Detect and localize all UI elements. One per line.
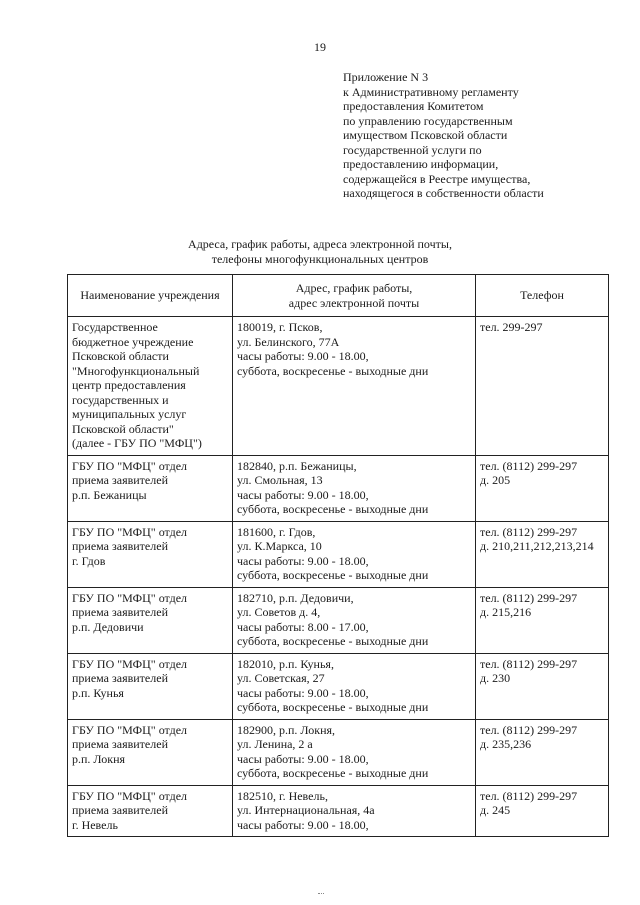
cell-text: р.п. Локня: [72, 751, 126, 766]
table-row: [68, 785, 609, 837]
cell-text: ул. Советская, 27: [237, 671, 325, 685]
appendix-line: государственной услуги по: [343, 142, 482, 157]
cell-phone: [476, 785, 609, 837]
cell-text: "Многофункциональный: [72, 363, 200, 378]
cell-phone: [476, 653, 609, 719]
cell-text: суббота, воскресенье - выходные дни: [237, 700, 429, 714]
cell-text: ул. Советов д. 4,: [237, 605, 321, 619]
cell-text: часы работы: 9.00 - 18.00,: [237, 817, 369, 832]
cell-text: часы работы: 9.00 - 18.00,: [237, 487, 369, 502]
cell-text: приема заявителей: [72, 803, 168, 817]
cell-text: ул. Интернациональная, 4а: [237, 803, 375, 817]
table-row: [68, 653, 609, 719]
cell-text: ГБУ ПО "МФЦ" отдел: [72, 722, 188, 737]
cell-text: г. Невель: [72, 817, 118, 832]
title-line: Адреса, график работы, адреса электронной почты,: [188, 237, 452, 251]
cell-address: [233, 455, 476, 521]
cell-text: суббота, воскресенье - выходные дни: [237, 568, 429, 582]
table-row: [68, 455, 609, 521]
cell-text: центр предоставления: [72, 378, 186, 392]
cell-text: д. 210,211,212,213,214: [480, 539, 594, 553]
appendix-line: к Административному регламенту: [343, 84, 519, 99]
page-number: 19: [314, 40, 326, 54]
cell-text: ул. К.Маркса, 10: [237, 539, 322, 553]
appendix-line: имуществом Псковской области: [343, 128, 508, 142]
cell-text: д. 245: [480, 803, 511, 817]
cell-phone: [476, 317, 609, 456]
appendix-line: содержащейся в Реестре имущества,: [343, 171, 531, 186]
cell-text: государственных и: [72, 392, 169, 407]
cell-text: приема заявителей: [72, 539, 168, 553]
cell-name: [68, 785, 233, 837]
cell-phone: [476, 455, 609, 521]
cell-text: ГБУ ПО "МФЦ" отдел: [72, 788, 188, 803]
cell-address: [233, 653, 476, 719]
table-header-row: [68, 275, 609, 317]
header-text: адрес электронной почты: [288, 295, 420, 310]
cell-text: 182900, р.п. Локня,: [237, 722, 336, 737]
cell-text: бюджетное учреждение: [72, 334, 194, 349]
cell-text: 182840, р.п. Бежаницы,: [237, 458, 357, 473]
cell-text: д. 230: [480, 671, 511, 685]
cell-address: [233, 587, 476, 653]
cell-text: часы работы: 8.00 - 17.00,: [237, 619, 369, 634]
cell-text: 182010, р.п. Кунья,: [237, 656, 334, 671]
cell-text: ГБУ ПО "МФЦ" отдел: [72, 524, 188, 539]
cell-text: суббота, воскресенье - выходные дни: [237, 766, 429, 780]
header-name: [68, 275, 233, 317]
cell-text: тел. (8112) 299-297: [480, 524, 578, 539]
cell-text: ГБУ ПО "МФЦ" отдел: [72, 590, 188, 605]
appendix-line: предоставления Комитетом: [343, 99, 484, 113]
cell-text: ул. Ленина, 2 а: [237, 737, 313, 751]
cell-text: приема заявителей: [72, 671, 168, 685]
cell-text: Псковской области: [72, 349, 169, 363]
cell-phone: [476, 587, 609, 653]
cell-text: суббота, воскресенье - выходные дни: [237, 363, 429, 378]
cell-text: тел. (8112) 299-297: [480, 458, 578, 473]
cell-text: г. Гдов: [72, 553, 106, 568]
cell-text: часы работы: 9.00 - 18.00,: [237, 553, 369, 568]
cell-name: [68, 317, 233, 456]
cell-text: 180019, г. Псков,: [237, 320, 323, 334]
cell-text: тел. (8112) 299-297: [480, 788, 578, 803]
cell-text: 181600, г. Гдов,: [237, 524, 316, 539]
cell-name: [68, 521, 233, 587]
cell-text: р.п. Бежаницы: [72, 487, 147, 502]
table-row: [68, 521, 609, 587]
cell-text: р.п. Кунья: [72, 685, 124, 700]
cell-address: [233, 317, 476, 456]
cell-text: Псковской области": [72, 421, 174, 436]
document-title: [0, 237, 640, 266]
cell-text: тел. (8112) 299-297: [480, 590, 578, 605]
cell-text: Государственное: [72, 320, 158, 334]
cell-text: ул. Смольная, 13: [237, 473, 323, 487]
cell-text: тел. 299-297: [480, 320, 543, 334]
title-line: телефоны многофункциональных центров: [211, 251, 429, 266]
cell-address: [233, 521, 476, 587]
scan-artifact: [318, 893, 324, 896]
mfc-table: [67, 274, 609, 837]
cell-phone: [476, 521, 609, 587]
cell-text: часы работы: 9.00 - 18.00,: [237, 685, 369, 700]
cell-text: д. 205: [480, 473, 511, 487]
cell-text: д. 215,216: [480, 605, 532, 619]
cell-text: часы работы: 9.00 - 18.00,: [237, 349, 369, 363]
header-text: Адрес, график работы,: [295, 281, 413, 295]
cell-name: [68, 719, 233, 785]
cell-text: тел. (8112) 299-297: [480, 656, 578, 671]
cell-text: 182710, р.п. Дедовичи,: [237, 590, 354, 605]
cell-text: ГБУ ПО "МФЦ" отдел: [72, 656, 188, 671]
cell-address: [233, 719, 476, 785]
table-row: [68, 587, 609, 653]
header-address: [233, 275, 476, 317]
header-phone: [476, 275, 609, 317]
appendix-line: по управлению государственным: [343, 113, 513, 128]
cell-text: тел. (8112) 299-297: [480, 722, 578, 737]
appendix-line: Приложение N 3: [343, 70, 429, 84]
cell-text: 182510, г. Невель,: [237, 788, 328, 803]
cell-text: ГБУ ПО "МФЦ" отдел: [72, 458, 188, 473]
appendix-line: находящегося в собственности области: [343, 186, 544, 200]
cell-name: [68, 653, 233, 719]
cell-text: р.п. Дедовичи: [72, 619, 144, 634]
cell-text: ул. Белинского, 77А: [237, 334, 340, 349]
cell-phone: [476, 719, 609, 785]
cell-text: приема заявителей: [72, 473, 168, 487]
cell-text: д. 235,236: [480, 737, 532, 751]
table-row: [68, 317, 609, 456]
cell-text: приема заявителей: [72, 605, 168, 619]
table-row: [68, 719, 609, 785]
cell-name: [68, 455, 233, 521]
appendix-line: предоставлению информации,: [343, 157, 499, 171]
cell-text: (далее - ГБУ ПО "МФЦ"): [72, 436, 202, 450]
cell-text: муниципальных услуг: [72, 407, 187, 421]
cell-address: [233, 785, 476, 837]
header-text: Наименование учреждения: [80, 288, 220, 303]
cell-text: приема заявителей: [72, 737, 168, 751]
cell-text: суббота, воскресенье - выходные дни: [237, 502, 429, 516]
appendix-header: [343, 70, 544, 201]
cell-name: [68, 587, 233, 653]
cell-text: суббота, воскресенье - выходные дни: [237, 634, 429, 648]
header-text: Телефон: [520, 288, 564, 303]
cell-text: часы работы: 9.00 - 18.00,: [237, 751, 369, 766]
